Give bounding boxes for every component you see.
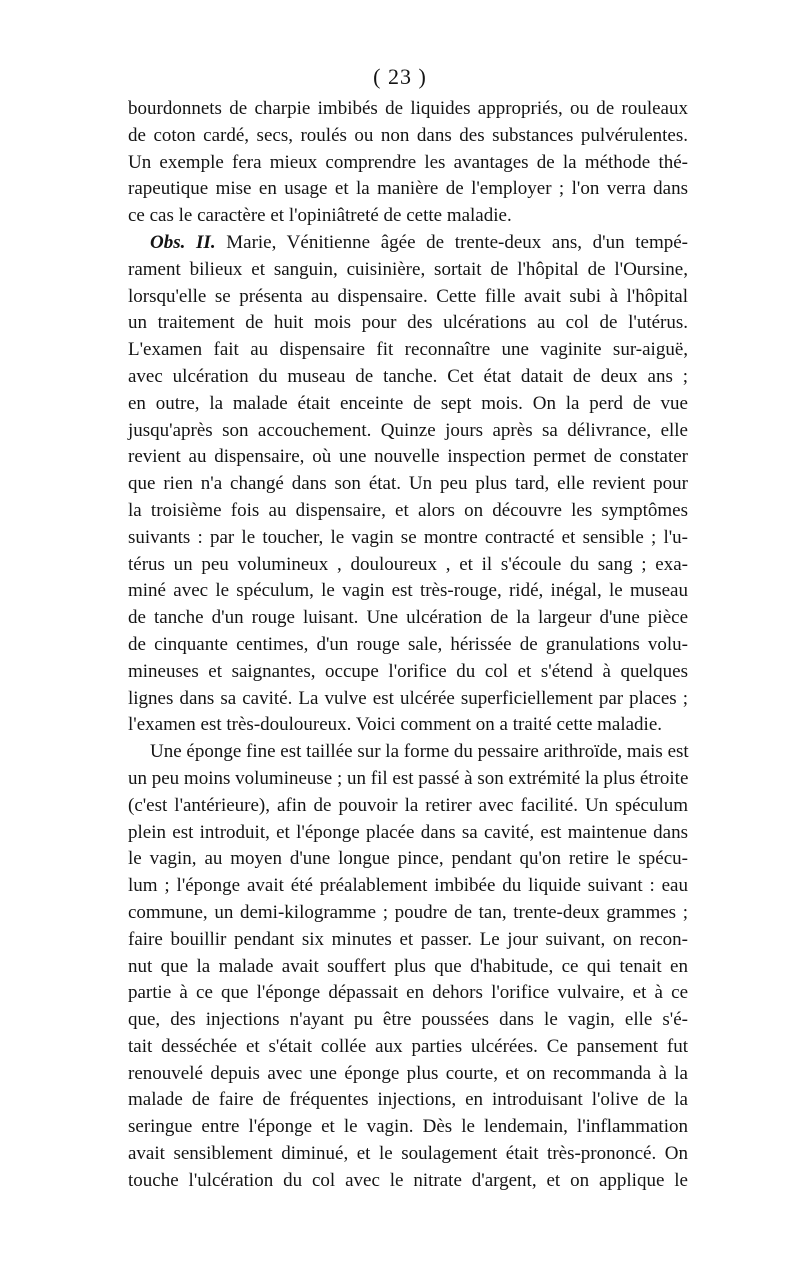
text-line: lum ; l'éponge avait été préalablement imbibée du liquide suivant : eau	[128, 875, 688, 897]
text-line: L'examen fait au dispensaire fit reconnaître une vaginite sur-aiguë,	[128, 339, 688, 361]
text-line: jusqu'après son accouchement. Quinze jours après sa délivrance, elle	[128, 419, 688, 441]
observation-label: Obs. II.	[150, 231, 216, 253]
text-line: malade de faire de fréquentes injections, en introduisant l'olive de la	[128, 1089, 688, 1111]
text-line: tait desséchée et s'était collée aux parties ulcérées. Ce pansement fut	[128, 1035, 688, 1057]
text-line: que rien n'a changé dans son état. Un peu plus tard, elle revient pour	[128, 473, 688, 495]
text-line: Une éponge fine est taillée sur la forme du pessaire arithroïde, mais est	[150, 741, 689, 763]
text-line: de coton cardé, secs, roulés ou non dans des substances pulvérulentes.	[128, 124, 688, 146]
text-line: le vagin, au moyen d'une longue pince, pendant qu'on retire le spécu-	[128, 848, 688, 870]
paragraph-3	[128, 739, 688, 1195]
body-text	[128, 96, 688, 1195]
text-line: bourdonnets de charpie imbibés de liquides appropriés, ou de rouleaux	[128, 98, 688, 119]
text-line: l'examen est très-douloureux. Voici comment on a traité cette maladie.	[128, 714, 663, 736]
paragraph-1	[128, 96, 688, 230]
text-line: revient au dispensaire, où une nouvelle inspection permet de constater	[128, 446, 688, 468]
text-line	[128, 230, 688, 257]
text-line: touche l'ulcération du col avec le nitrate d'argent, et on applique le	[128, 1169, 688, 1191]
text-line: renouvelé depuis avec une éponge plus courte, et on recommanda à la	[128, 1062, 688, 1084]
text-line: en outre, la malade était enceinte de sept mois. On la perd de vue	[128, 392, 688, 414]
text-line: commune, un demi-kilogramme ; poudre de tan, trente-deux grammes ;	[128, 901, 688, 923]
text-line: lignes dans sa cavité. La vulve est ulcérée superficiellement par places ;	[128, 687, 688, 709]
text-line: Un exemple fera mieux comprendre les avantages de la méthode thé-	[128, 151, 688, 173]
text-line: avec ulcération du museau de tanche. Cet état datait de deux ans ;	[128, 365, 688, 387]
text-line: (c'est l'antérieure), afin de pouvoir la retirer avec facilité. Un spéculum	[128, 794, 688, 816]
text-line: ce cas le caractère et l'opiniâtreté de cette maladie.	[128, 205, 512, 227]
text-line: un traitement de huit mois pour des ulcérations au col de l'utérus.	[128, 312, 688, 334]
text-line: que, des injections n'ayant pu être poussées dans le vagin, elle s'é-	[128, 1009, 688, 1031]
text-line: suivants : par le toucher, le vagin se montre contracté et sensible ; l'u-	[128, 526, 688, 548]
text-line: la troisième fois au dispensaire, et alors on découvre les symptômes	[128, 499, 688, 521]
text-line: miné avec le spéculum, le vagin est très-rouge, ridé, inégal, le museau	[128, 580, 688, 602]
text-line: faire bouillir pendant six minutes et passer. Le jour suivant, on recon-	[128, 928, 688, 950]
text-line: nut que la malade avait souffert plus que d'habitude, ce qui tenait en	[128, 955, 688, 977]
text-line: lorsqu'elle se présenta au dispensaire. Cette fille avait subi à l'hôpital	[128, 285, 688, 307]
text-line: avait sensiblement diminué, et le soulagement était très-prononcé. On	[128, 1143, 688, 1165]
text-line: de tanche d'un rouge luisant. Une ulcération de la largeur d'une pièce	[128, 607, 688, 629]
text-line: un peu moins volumineuse ; un fil est passé à son extrémité la plus étroite	[128, 767, 689, 789]
paragraph-2	[128, 230, 688, 739]
page-number: ( 23 )	[373, 64, 427, 89]
text-line-rest: Marie, Vénitienne âgée de trente-deux ans, d'un tempé-	[215, 231, 689, 253]
text-line: seringue entre l'éponge et le vagin. Dès le lendemain, l'inflammation	[128, 1116, 688, 1138]
text-line: plein est introduit, et l'éponge placée dans sa cavité, est maintenue dans	[128, 821, 688, 843]
text-line: de cinquante centimes, d'un rouge sale, hérissée de granulations volu-	[128, 633, 688, 655]
text-line: partie à ce que l'éponge dépassait en dehors l'orifice vulvaire, et à ce	[128, 982, 688, 1004]
text-line: mineuses et saignantes, occupe l'orifice du col et s'étend à quelques	[128, 660, 688, 682]
text-line: rapeutique mise en usage et la manière de l'employer ; l'on verra dans	[128, 178, 688, 200]
text-line: térus un peu volumineux , douloureux , et il s'écoule du sang ; exa-	[128, 553, 688, 575]
text-line: rament bilieux et sanguin, cuisinière, sortait de l'hôpital de l'Oursine,	[128, 258, 688, 280]
